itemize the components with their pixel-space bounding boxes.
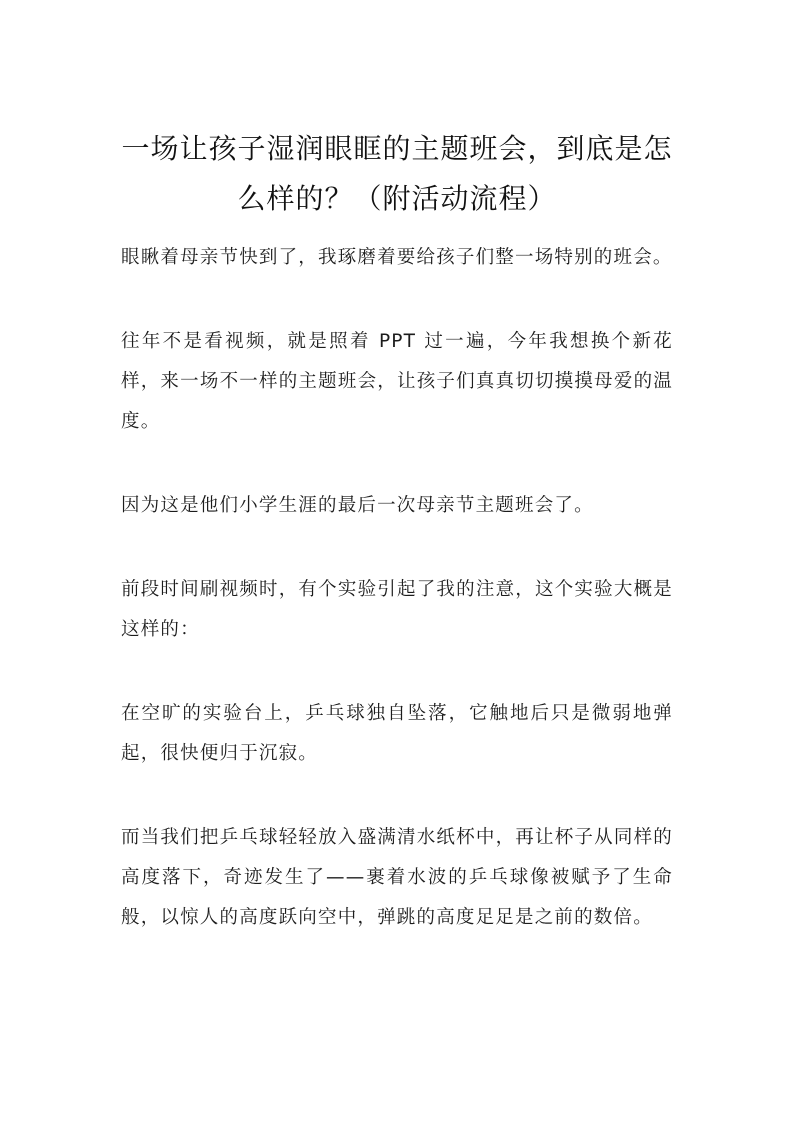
- paragraph-5: 在空旷的实验台上，乒乓球独自坠落，它触地后只是微弱地弹起，很快便归于沉寂。: [121, 703, 673, 764]
- article-body: [121, 238, 673, 982]
- paragraph-3: 因为这是他们小学生涯的最后一次母亲节主题班会了。: [121, 495, 594, 516]
- paragraph-4: 前段时间刷视频时，有个实验引起了我的注意，这个实验大概是这样的：: [121, 579, 673, 640]
- paragraph-2: 往年不是看视频，就是照着 PPT 过一遍，今年我想换个新花样，来一场不一样的主题班会，让孩子们真真切切摸摸母爱的温度。: [121, 331, 673, 432]
- paragraph-6: 而当我们把乒乓球轻轻放入盛满清水纸杯中，再让杯子从同样的高度落下，奇迹发生了——裹着水波的乒乓球像被赋予了生命般，以惊人的高度跃向空中，弹跳的高度足足是之前的数倍。: [121, 827, 673, 928]
- article-title: 一场让孩子湿润眼眶的主题班会，到底是怎么样的？（附活动流程）: [121, 132, 673, 215]
- paragraph-1: 眼瞅着母亲节快到了，我琢磨着要给孩子们整一场特别的班会。: [121, 247, 673, 268]
